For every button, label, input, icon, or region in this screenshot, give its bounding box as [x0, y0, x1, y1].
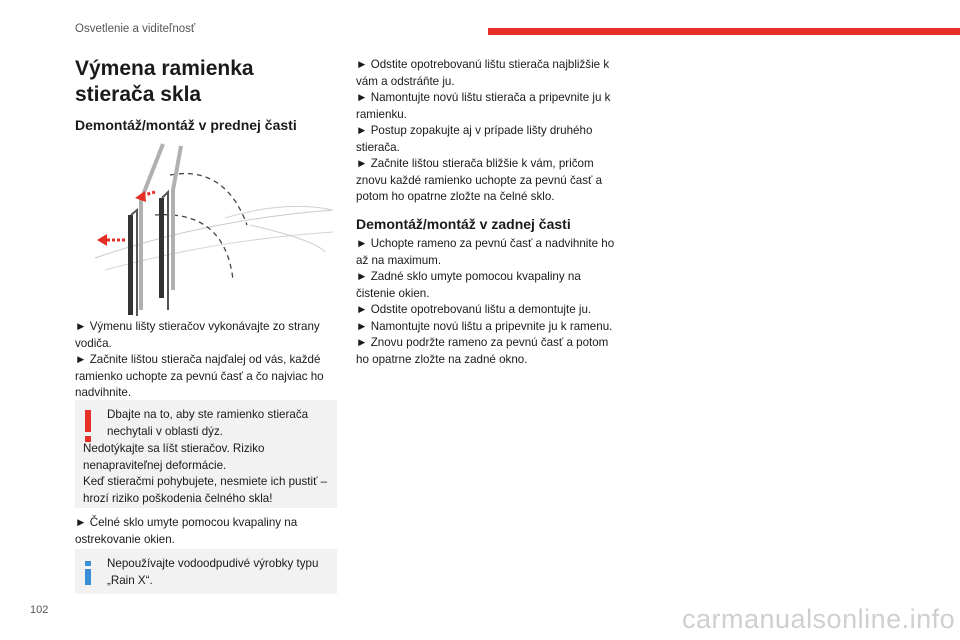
info-box — [75, 549, 337, 594]
running-header: Osvetlenie a viditeľnosť — [75, 23, 196, 35]
paragraph-driver-side: ► Výmenu lišty stieračov vykonávajte zo strany vodiča. — [75, 320, 320, 350]
rear-step: ► Zadné sklo umyte pomocou kvapaliny na čistenie okien. — [356, 270, 581, 300]
subsection-title-rear: Demontáž/montáž v zadnej časti — [356, 216, 571, 232]
header-accent-bar — [488, 28, 960, 35]
subsection-title-front: Demontáž/montáž v prednej časti — [75, 117, 297, 133]
warning-rest — [83, 441, 329, 507]
front-step: ► Namontujte novú lištu stierača a pripevnite ju k ramienku. — [356, 91, 611, 121]
watermark: carmanualsonline.info — [682, 604, 956, 634]
warning-line-nozzles: Dbajte na to, aby ste ramienko stierača nechytali v oblasti dýz. — [107, 408, 309, 438]
windshield-wiper-illustration — [75, 140, 337, 316]
front-step: ► Začnite lištou stierača bližšie k vám, pričom znovu každé ramienko uchopte za pevnú časť a potom ho opatrne zložte na čelné sklo. — [356, 157, 603, 203]
rear-step: ► Znovu podržte rameno za pevnú časť a potom ho opatrne zložte na zadné okno. — [356, 336, 609, 366]
rear-steps-list — [356, 236, 618, 368]
warning-line-windshield: Keď stieračmi pohybujete, nesmiete ich pustiť – hrozí riziko poškodenia čelného skla! — [83, 475, 328, 505]
info-text: Nepoužívajte vodoodpudivé výrobky typu „Rain X“. — [107, 557, 319, 587]
section-title: Výmena ramienka stierača skla — [75, 57, 254, 106]
front-step: ► Postup zopakujte aj v prípade lišty druhého stierača. — [356, 124, 593, 154]
rear-step: ► Uchopte rameno za pevnú časť a nadvihnite ho až na maximum. — [356, 237, 615, 267]
page-number: 102 — [30, 604, 49, 616]
paragraph-start-far-blade: ► Začnite lištou stierača najďalej od vás, každé ramienko uchopte za pevnú časť a čo najviac ho nadvihnite. — [75, 353, 324, 399]
front-step: ► Odstite opotrebovanú lištu stierača najbližšie k vám a odstráňte ju. — [356, 58, 610, 88]
front-steps-list — [356, 57, 618, 206]
info-icon — [85, 561, 91, 585]
rear-step: ► Odstite opotrebovanú lištu a demontujte ju. — [356, 303, 592, 316]
warning-box — [75, 400, 337, 508]
paragraph-wash-windshield: ► Čelné sklo umyte pomocou kvapaliny na ostrekovanie okien. — [75, 516, 298, 546]
warning-exclamation-icon — [85, 410, 91, 442]
warning-line-deformation: Nedotýkajte sa líšt stieračov. Riziko nenapraviteľnej deformácie. — [83, 442, 265, 472]
rear-step: ► Namontujte novú lištu a pripevnite ju k ramenu. — [356, 319, 613, 333]
